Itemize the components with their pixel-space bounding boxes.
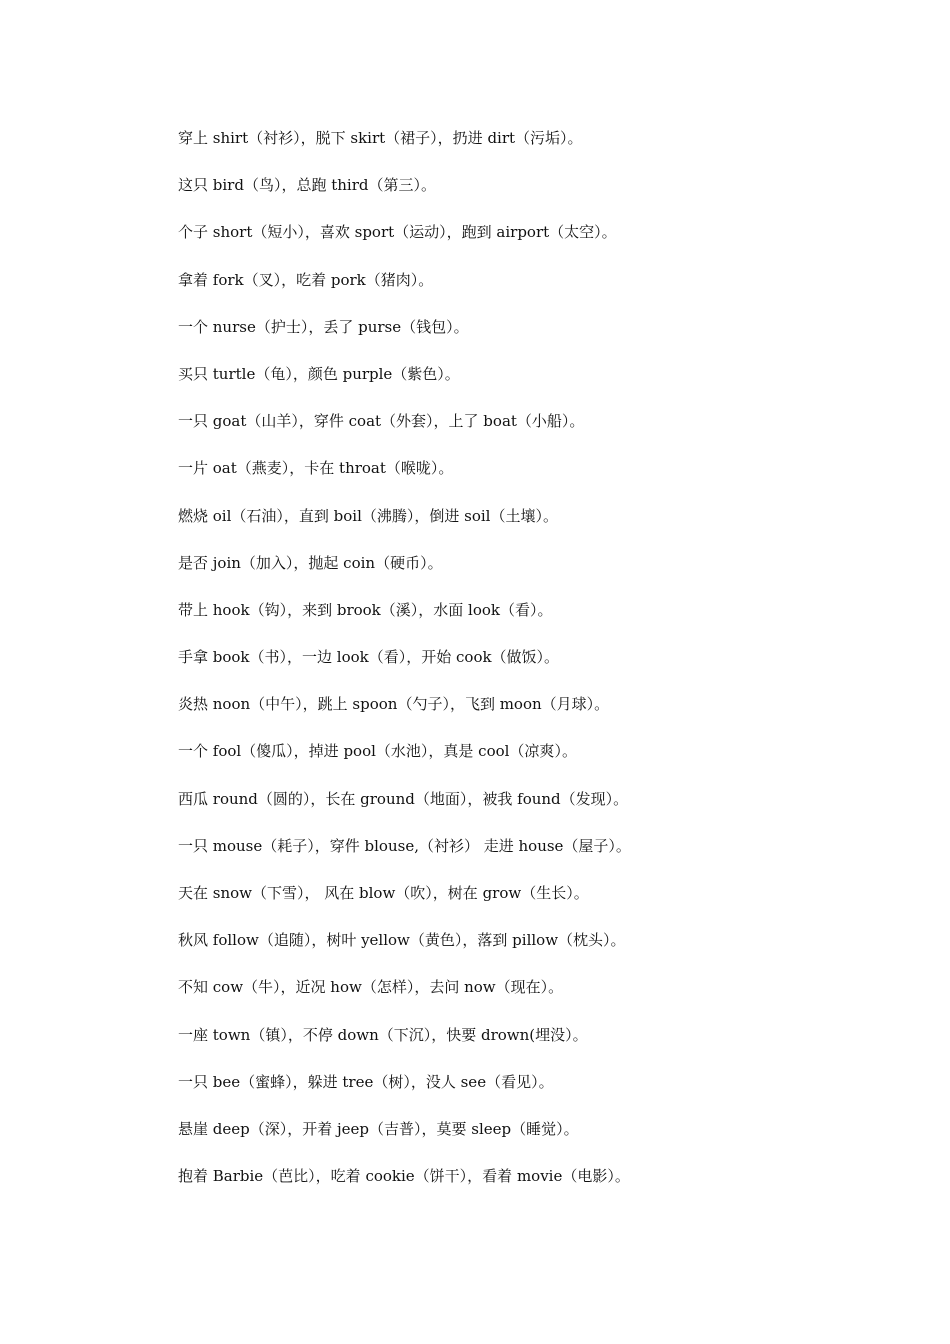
rhyme-line: 手拿 book（书），一边 look（看），开始 cook（做饭）。 [178,648,560,667]
rhyme-line: 一个 nurse（护士），丢了 purse（钱包）。 [178,317,469,336]
rhyme-list [178,126,918,1211]
rhyme-line: 一个 fool（傻瓜），掉进 pool（水池），真是 cool（凉爽）。 [178,742,577,761]
rhyme-line: 一座 town（镇），不停 down（下沉），快要 drown(埋没）。 [178,1025,588,1044]
rhyme-line: 买只 turtle（龟），颜色 purple（紫色）。 [178,364,460,383]
rhyme-line: 个子 short（短小），喜欢 sport（运动），跑到 airport（太空）。 [178,223,617,242]
rhyme-line: 悬崖 deep（深），开着 jeep（吉普），莫要 sleep（睡觉）。 [178,1119,579,1138]
rhyme-line: 一只 bee（蜜蜂），躲进 tree（树），没人 see（看见）。 [178,1072,554,1091]
rhyme-line: 秋风 follow（追随），树叶 yellow（黄色），落到 pillow（枕头）。 [178,931,626,950]
rhyme-line: 这只 bird（鸟），总跑 third（第三）。 [178,176,436,195]
rhyme-line: 穿上 shirt（衬衫），脱下 skirt（裙子），扔进 dirt（污垢）。 [178,129,583,147]
rhyme-line: 西瓜 round（圆的），长在 ground（地面），被我 found（发现）。 [178,789,629,808]
rhyme-line: 拿着 fork（叉），吃着 pork（猪肉）。 [178,270,434,289]
rhyme-line: 炎热 noon（中午），跳上 spoon（勺子），飞到 moon（月球）。 [178,695,610,714]
rhyme-line: 是否 join（加入），抛起 coin（硬币）。 [178,553,443,572]
rhyme-line: 一只 goat（山羊），穿件 coat（外套），上了 boat（小船）。 [178,412,585,431]
rhyme-line: 抱着 Barbie（芭比），吃着 cookie（饼干），看着 movie（电影）。 [178,1167,630,1186]
rhyme-line: 一只 mouse（耗子），穿件 blouse,（衬衫） 走进 house（屋子）。 [178,836,631,855]
rhyme-line: 天在 snow（下雪）， 风在 blow（吹），树在 grow（生长）。 [178,884,589,902]
rhyme-line: 带上 hook（钩），来到 brook（溪），水面 look（看）。 [178,600,553,619]
rhyme-line: 不知 cow（牛），近况 how（怎样），去问 now（现在）。 [178,978,564,997]
rhyme-line: 燃烧 oil（石油），直到 boil（沸腾），倒进 soil（土壤）。 [178,506,558,525]
rhyme-line: 一片 oat（燕麦），卡在 throat（喉咙）。 [178,459,454,478]
